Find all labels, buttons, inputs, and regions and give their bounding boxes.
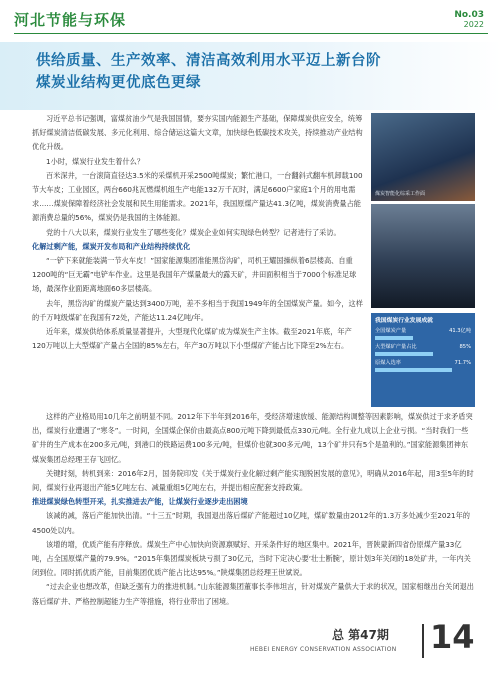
issue-number: No.03 (454, 10, 484, 20)
paragraph: 该增的增，优质产能有序释放。煤炭生产中心加快向资源禀赋好、开采条件好的地区集中。2021年，晋陕蒙新四省份原煤产量33亿吨，占全国原煤产量的79.9%。“2015年集团煤炭板块亏损了30亿元，当时下定决心要‘壮士断腕’，原计划3年关闭的18处矿井，一年内关闭到位。同时抓优质产能，目前集团优质产能占比达95%。”陕煤集团总经理王世斌说。 (32, 539, 471, 578)
issue-info (454, 10, 484, 30)
infographic-rows (375, 327, 471, 372)
infographic-label: 全国煤炭产量 (375, 328, 407, 334)
paragraph: 关键时刻，转机到来：2016年2月，国务院印发《关于煤炭行业化解过剩产能实现脱困发展的意见》，明确从2016年起，用3至5年的时间，煤炭行业再退出产能5亿吨左右、减量重组5亿吨左右，并提出相应配套支持政策。 (32, 468, 474, 493)
section-heading: 化解过剩产能，煤炭开发布局和产业结构持续优化 (32, 241, 191, 251)
footer-association: HEBEI ENERGY CONSERVATION ASSOCIATION (250, 646, 397, 653)
infographic-row (375, 327, 471, 335)
infographic-value: 41.3亿吨 (449, 328, 471, 334)
title-line-2: 煤炭业结构更优底色更绿 (36, 75, 201, 91)
infographic-label: 原煤入选率 (375, 360, 401, 366)
footer-issue: 总 第47期 (332, 628, 389, 642)
title-line-1: 供给质量、生产效率、清洁高效利用水平迈上新台阶 (36, 53, 381, 69)
paragraph: “一铲下来就能装满一节火车皮！”国家能源集团准能黑岱沟矿，司机王耀国操纵着6层楼高、自重1200吨的“巨无霸”电铲车作业。这里是我国年产煤量最大的露天矿，井田面积相当于7000个标准足球场，最深作业面距离地面60多层楼高。 (32, 256, 357, 294)
mining-photo (371, 113, 475, 201)
paragraph: 去年，黑岱沟矿的煤炭产量达到3400万吨，差不多相当于我国1949年的全国煤炭产量。如今，这样的千万吨级煤矿在我国有72处，产能达11.24亿吨/年。 (32, 298, 363, 322)
infographic-row (375, 359, 471, 367)
article-body-column (32, 112, 364, 353)
article-title (36, 50, 476, 94)
page-number: 14 (430, 618, 475, 656)
article-body-wide (32, 410, 475, 609)
header-rule (14, 33, 488, 34)
footer-divider (422, 624, 424, 658)
infographic-value: 71.7% (454, 360, 471, 366)
issue-year: 2022 (463, 20, 484, 29)
paragraph: 百米深井，一台滚筒直径达3.5米的采煤机开采2500吨煤炭；繁忙港口，一台翻斜式翻车机卸载100节大车皮；工业园区，两台660兆瓦燃煤机组生产电能132万千瓦时，满足6600户家庭1个月的用电需求……煤炭保障着经济社会发展和民生用能需求。2021年，我国原煤产量达41.3亿吨，煤炭消费量占能源消费总量的56%，煤炭仍是我国的主体能源。 (32, 170, 363, 223)
paragraph: “过去企业也想改革，但缺乏强有力的推进机制。”山东能源集团董事长李伟坦言，针对煤炭产量供大于求的状况，国家相继出台关闭退出落后煤矿井、严格控制超能力生产等措施，将行业带出了困境。 (32, 582, 474, 606)
magazine-name: 河北节能与环保 (14, 11, 127, 29)
photo-column (371, 113, 475, 309)
infographic-value: 85% (459, 344, 471, 350)
infographic-bar (375, 368, 452, 372)
photo-caption: 煤炭智能化综采工作面 (375, 191, 426, 197)
infographic-row (375, 343, 471, 351)
paragraph: 1小时，煤炭行业发生着什么？ (46, 156, 145, 166)
infographic-label: 大型煤矿产量占比 (375, 344, 417, 350)
paragraph: 党的十八大以来，煤炭行业发生了哪些变化？煤炭企业如何实现绿色转型？记者进行了采访。 (46, 227, 341, 237)
infographic-title: 我国煤炭行业发展成就 (375, 318, 433, 324)
section-heading: 推进煤炭绿色转型开采，扎实推进去产能，让煤炭行业逐步走出困境 (32, 497, 248, 507)
paragraph: 该减的减，落后产能加快出清。“十三五”时期，我国退出落后煤矿产能超过10亿吨，煤矿数量由2012年的1.3万多处减少至2021年的4500处以内。 (32, 511, 470, 535)
tunnel-photo (371, 204, 475, 308)
infographic-bar (375, 336, 413, 340)
infographic-box (371, 313, 475, 407)
paragraph: 这样的产业格局用10几年之前明显不同。2012年下半年到2016年，受经济增速放缓、能源结构调整等因素影响，煤炭供过于求矛盾突出，煤炭行业遭遇了“寒冬”。一时间，全国煤企保价由最高点800元吨下降到最低点330元/吨。全行业九成以上企业亏损。“当时我们一些矿井的生产成本在200多元/吨，到港口的铁路运费100多元/吨，但煤价也就300多元/吨，13个矿井只有5个是盈利的。”国家能源集团神东煤炭集团总经理王存飞回忆。 (32, 412, 473, 464)
paragraph: 习近平总书记强调，富煤贫油少气是我国国情，要夯实国内能源生产基础，保障煤炭供应安全，统筹抓好煤炭清洁低碳发展、多元化利用、综合储运这篇大文章，加快绿色低碳技术攻关，持续推动产业结构优化升级。 (32, 114, 363, 152)
paragraph: 近年来，煤炭供给体系质量显著提升，大型现代化煤矿成为煤炭生产主体。截至2021年底，年产120万吨以上大型煤矿产量占全国的85%左右，年产30万吨以下小型煤矿产能占比下降至2%左右。 (32, 327, 352, 351)
page-footer (250, 618, 490, 672)
infographic-bar (375, 352, 433, 356)
